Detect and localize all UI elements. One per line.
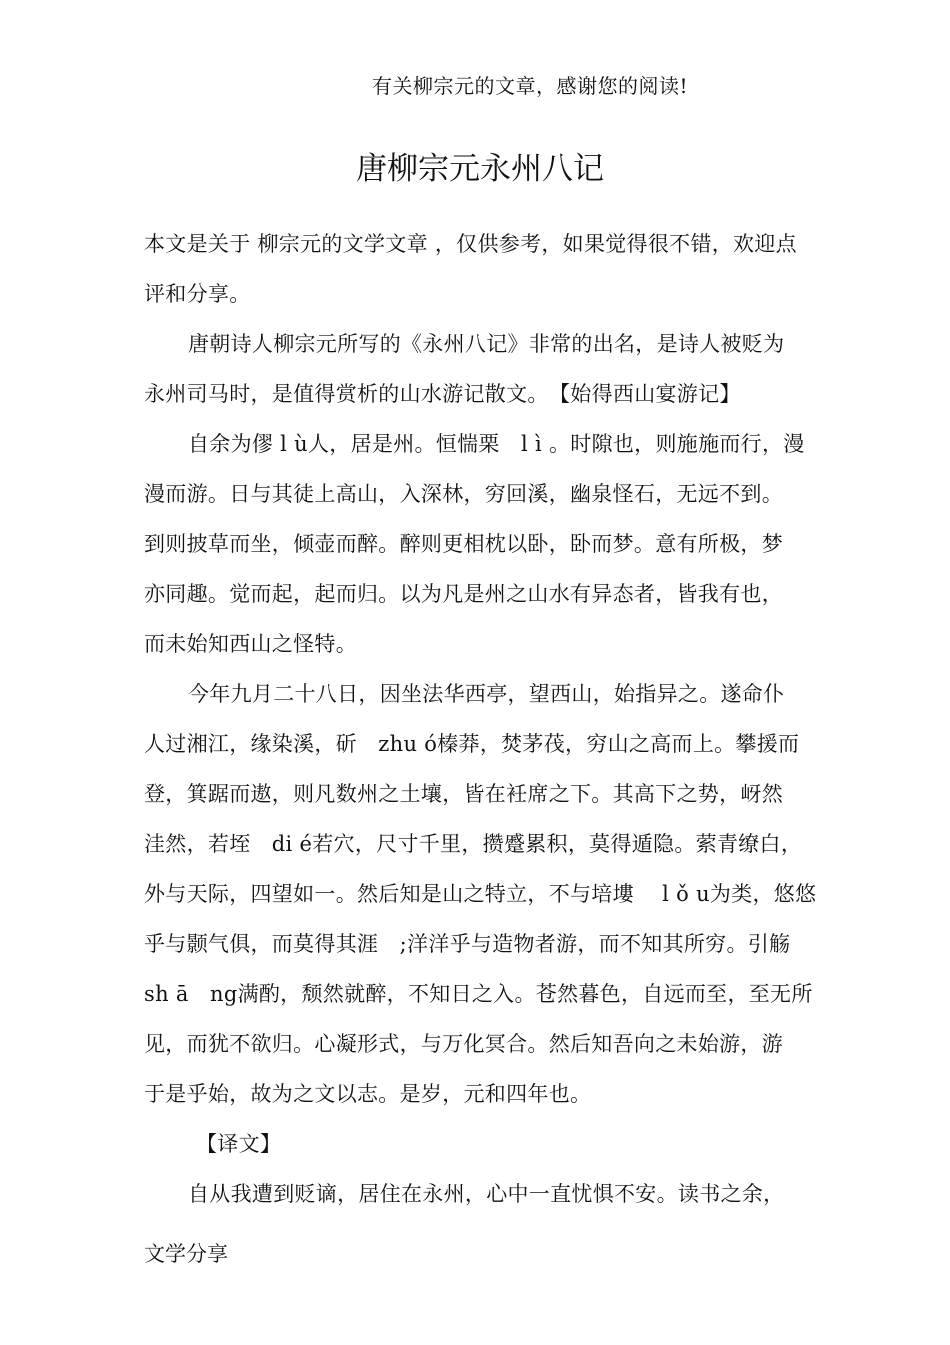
document-title: 唐柳宗元永州八记 [356,151,604,187]
paragraph-line: 漫而游。日与其徒上高山，入深林，穷回溪，幽泉怪石，无远不到。 [144,482,783,506]
paragraph-line: 本文是关于 柳宗元的文学文章 ，仅供参考，如果觉得很不错，欢迎点 [144,232,797,256]
paragraph-line: 见，而犹不欲归。心凝形式，与万化冥合。然后知吾向之未始游，游 [144,1032,783,1056]
paragraph-line: 自余为僇 l ù人，居是州。恒惴栗 l ì 。时隙也，则施施而行，漫 [188,432,805,456]
paragraph-line: 人过湘江，缘染溪，斫 zhu ó榛莽，焚茅茷，穷山之高而上。攀援而 [144,732,800,756]
paragraph-line: 到则披草而坐，倾壶而醉。醉则更相枕以卧，卧而梦。意有所极，梦 [144,532,783,556]
paragraph-line: 洼然，若垤 di é若穴，尺寸千里，攒蹙累积，莫得遁隐。萦青缭白， [144,832,803,856]
paragraph-line: 唐朝诗人柳宗元所写的《永州八记》非常的出名，是诗人被贬为 [188,332,785,356]
paragraph-line: 而未始知西山之怪特。 [144,632,357,656]
paragraph-line: 永州司马时，是值得赏析的山水游记散文。 【始得西山宴游记】 [144,382,741,406]
footer-label: 文学分享 [144,1242,228,1266]
paragraph-line: 外与天际，四望如一。然后知是山之特立，不与培塿 l ǒ u为类，悠悠 [144,882,817,906]
article-body [144,224,834,1224]
paragraph-line: 评和分享。 [144,282,251,306]
paragraph-line: 自从我遭到贬谪，居住在永州，心中一直忧惧不安。读书之余， [188,1182,785,1206]
paragraph-line: 亦同趣。觉而起，起而归。以为凡是州之山水有异态者，皆我有也， [144,582,783,606]
header-note: 有关柳宗元的文章，感谢您的阅读! [371,74,689,98]
paragraph-line: sh ā ng满酌，颓然就醉，不知日之入。苍然暮色，自远而至，至无所 [144,982,813,1006]
translation-heading: 【译文】 [196,1132,282,1156]
paragraph-line: 乎与颢气俱，而莫得其涯 ;洋洋乎与造物者游，而不知其所穷。引觞 [144,932,791,956]
paragraph-line: 今年九月二十八日，因坐法华西亭，望西山，始指异之。遂命仆 [188,682,785,706]
paragraph-line: 于是乎始，故为之文以志。是岁，元和四年也。 [144,1082,592,1106]
paragraph-line: 登，箕踞而遨，则凡数州之土壤，皆在衽席之下。其高下之势，岈然 [144,782,783,806]
